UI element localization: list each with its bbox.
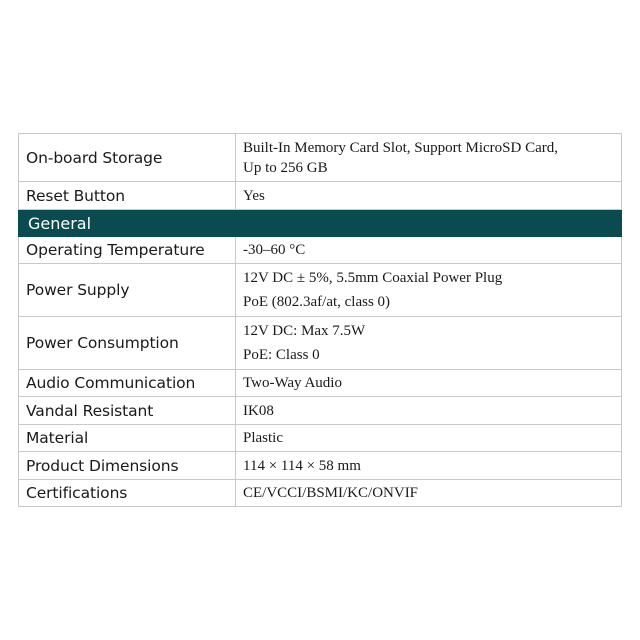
spec-row-certifications [19, 480, 622, 507]
spec-label: Audio Communication [19, 370, 236, 397]
spec-label: Power Supply [19, 264, 236, 317]
spec-value [236, 425, 622, 452]
spec-table [18, 133, 622, 507]
spec-label: On-board Storage [19, 134, 236, 182]
spec-row-audio-communication [19, 370, 622, 397]
spec-value-line: Built-In Memory Card Slot, Support MicroSD Card, [243, 139, 558, 156]
spec-label: Reset Button [19, 182, 236, 210]
spec-label: Material [19, 425, 236, 452]
spec-value-line: Yes [243, 187, 265, 204]
spec-value-line: 114 × 114 × 58 mm [243, 457, 361, 474]
spec-value-line: 12V DC: Max 7.5W [243, 323, 366, 339]
spec-value [236, 397, 622, 425]
spec-value-line: 12V DC ± 5%, 5.5mm Coaxial Power Plug [243, 270, 503, 286]
spec-label: Product Dimensions [19, 452, 236, 480]
section-header-general [19, 210, 622, 237]
spec-label: Certifications [19, 480, 236, 507]
spec-value-line: Two-Way Audio [243, 375, 342, 391]
spec-row-reset-button [19, 182, 622, 210]
spec-value-line: PoE: Class 0 [243, 347, 320, 363]
spec-value [236, 237, 622, 264]
spec-label: Power Consumption [19, 317, 236, 370]
spec-label: Operating Temperature [19, 237, 236, 264]
spec-value-line: Up to 256 GB [243, 159, 328, 176]
spec-value-line: Plastic [243, 430, 283, 446]
section-title: General [19, 210, 622, 237]
spec-row-material [19, 425, 622, 452]
spec-row-power-consumption [19, 317, 622, 370]
spec-row-onboard-storage [19, 134, 622, 182]
spec-value-line: CE/VCCI/BSMI/KC/ONVIF [243, 485, 419, 501]
spec-row-product-dimensions [19, 452, 622, 480]
spec-value [236, 182, 622, 210]
spec-value-line: IK08 [243, 402, 274, 419]
spec-value-line: -30–60 °C [243, 242, 306, 258]
spec-value [236, 452, 622, 480]
spec-value [236, 370, 622, 397]
spec-value [236, 480, 622, 507]
spec-label: Vandal Resistant [19, 397, 236, 425]
spec-row-vandal-resistant [19, 397, 622, 425]
spec-value [236, 317, 622, 370]
spec-row-power-supply [19, 264, 622, 317]
spec-value [236, 264, 622, 317]
spec-value [236, 134, 622, 182]
spec-row-operating-temperature [19, 237, 622, 264]
spec-value-line: PoE (802.3af/at, class 0) [243, 294, 391, 310]
